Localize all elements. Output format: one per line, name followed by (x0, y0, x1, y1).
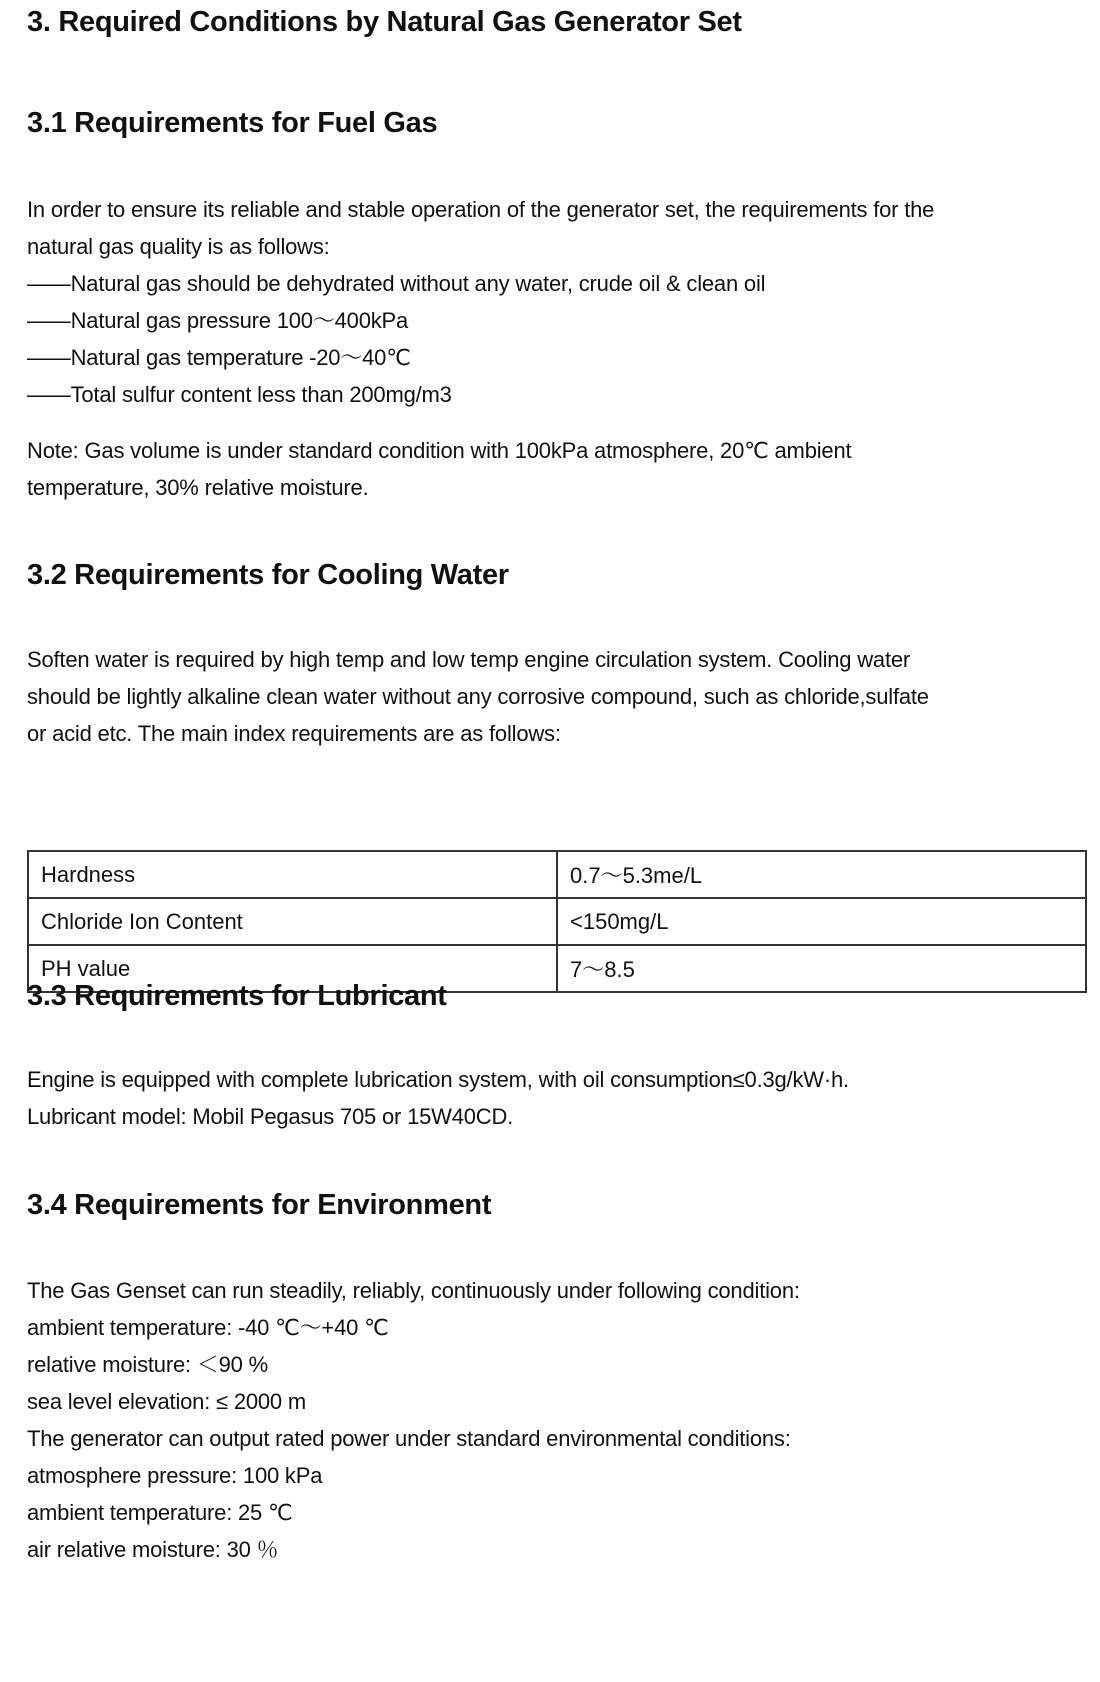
cooling-water-paragraph-line: Soften water is required by high temp and low temp engine circulation system. Cooling water (27, 647, 911, 672)
section-heading-cooling-water: 3.2 Requirements for Cooling Water (27, 559, 509, 591)
environment-line: The Gas Genset can run steadily, reliably, continuously under following condition: (27, 1278, 800, 1303)
environment-line: relative moisture: ＜90 % (27, 1352, 268, 1377)
table-cell-value: 7～8.5 (557, 945, 1086, 992)
table-cell-value: 0.7～5.3me/L (557, 851, 1086, 898)
fuel-gas-note-line: Note: Gas volume is under standard condition with 100kPa atmosphere, 20℃ ambient (27, 438, 852, 463)
table-cell-parameter: Hardness (28, 851, 557, 898)
environment-line: sea level elevation: ≤ 2000 m (27, 1389, 306, 1414)
lubricant-paragraph-line: Engine is equipped with complete lubrication system, with oil consumption≤0.3g/kW·h. (27, 1067, 849, 1092)
section-heading-lubricant: 3.3 Requirements for Lubricant (27, 980, 447, 1012)
fuel-gas-intro-line: In order to ensure its reliable and stable operation of the generator set, the requirements for the (27, 197, 935, 222)
table-row (28, 851, 1086, 898)
cooling-water-paragraph-line: or acid etc. The main index requirements are as follows: (27, 721, 561, 746)
cooling-water-index-table (27, 850, 1087, 993)
cooling-water-paragraph-line: should be lightly alkaline clean water without any corrosive compound, such as chloride,sulfate (27, 684, 929, 709)
environment-line: atmosphere pressure: 100 kPa (27, 1463, 323, 1488)
fuel-gas-requirement-item: ——Total sulfur content less than 200mg/m3 (27, 382, 452, 407)
table-cell-parameter: Chloride Ion Content (28, 898, 557, 945)
environment-line: ambient temperature: 25 ℃ (27, 1500, 293, 1525)
section-heading-environment: 3.4 Requirements for Environment (27, 1189, 492, 1221)
fuel-gas-requirement-item: ——Natural gas temperature -20～40℃ (27, 345, 411, 370)
document-title: 3. Required Conditions by Natural Gas Generator Set (27, 6, 742, 38)
environment-line: air relative moisture: 30 ％ (27, 1537, 279, 1562)
table-cell-parameter: PH value (28, 945, 557, 992)
fuel-gas-intro-line: natural gas quality is as follows: (27, 234, 330, 259)
fuel-gas-requirement-item: ——Natural gas should be dehydrated without any water, crude oil & clean oil (27, 271, 766, 296)
section-heading-fuel-gas: 3.1 Requirements for Fuel Gas (27, 107, 438, 139)
fuel-gas-requirement-item: ——Natural gas pressure 100～400kPa (27, 308, 409, 333)
lubricant-paragraph-line: Lubricant model: Mobil Pegasus 705 or 15W40CD. (27, 1104, 514, 1129)
table-row (28, 898, 1086, 945)
fuel-gas-note-line: temperature, 30% relative moisture. (27, 475, 369, 500)
environment-line: ambient temperature: -40 ℃～+40 ℃ (27, 1315, 389, 1340)
environment-line: The generator can output rated power under standard environmental conditions: (27, 1426, 791, 1451)
table-cell-value: <150mg/L (557, 898, 1086, 945)
